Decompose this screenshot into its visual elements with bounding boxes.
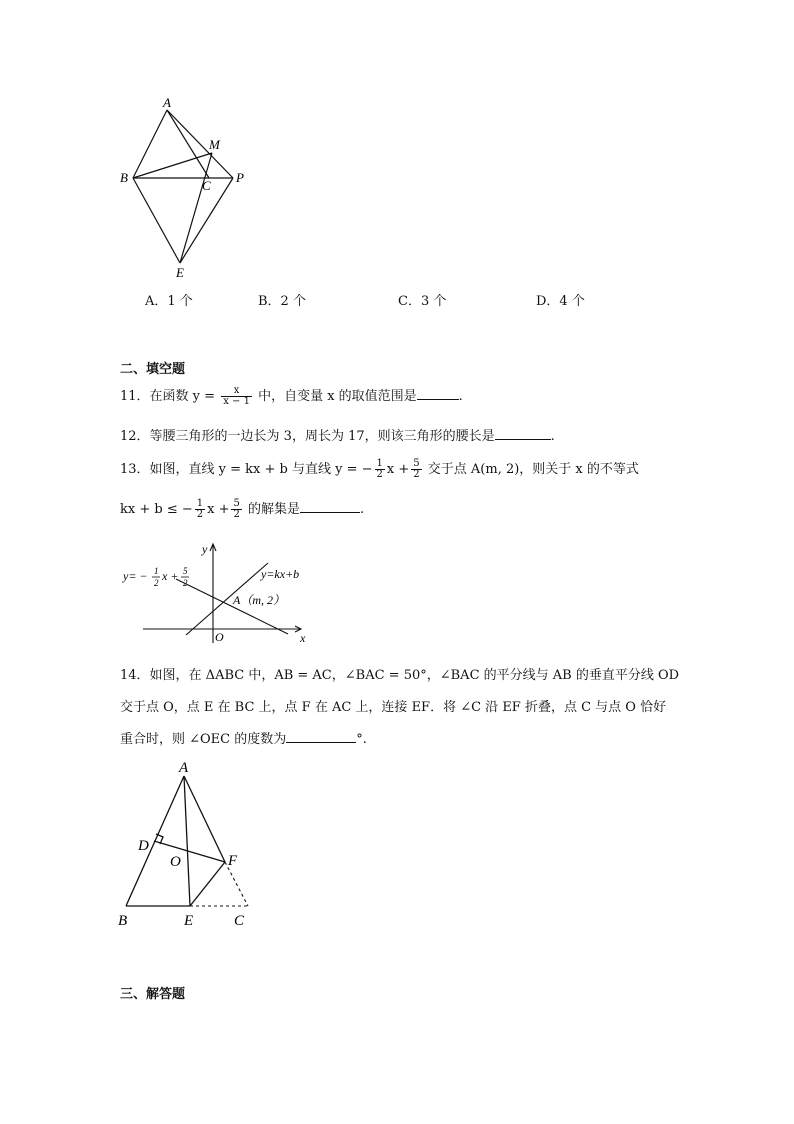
- question-11: [120, 385, 463, 407]
- q13-frac-1: [375, 459, 385, 480]
- fig14-label-D: D: [138, 838, 149, 854]
- q13-line1-a: 13．如图，直线 y = kx + b 与直线 y = −: [120, 462, 373, 477]
- q12-answer-blank[interactable]: [495, 427, 551, 440]
- q13-line1-b: x +: [386, 462, 410, 477]
- q14-answer-blank[interactable]: [286, 730, 356, 743]
- fig13-frac2-num: 5: [183, 566, 188, 576]
- q13-frac4-den: 2: [233, 509, 240, 520]
- q14-end: °.: [356, 732, 367, 747]
- q13-frac4-num: 5: [233, 498, 240, 509]
- q14-line3-text: 重合时，则 ∠OEC 的度数为: [120, 732, 287, 747]
- question-14-line3: [120, 728, 367, 747]
- option-c: C．3 个: [398, 294, 447, 309]
- fig13-frac1-den: 2: [154, 578, 159, 588]
- q13-frac2-num: 5: [413, 458, 420, 469]
- label-P: P: [236, 170, 244, 185]
- figure-q10: [110, 95, 260, 285]
- question-13-line2: [120, 498, 364, 520]
- q11-fraction: [221, 386, 252, 407]
- question-12: [120, 425, 555, 444]
- q13-frac3-den: 2: [196, 509, 204, 520]
- q13-frac-2: [411, 459, 421, 480]
- q11-numerator: x: [221, 386, 252, 397]
- q13-answer-blank[interactable]: [300, 500, 360, 513]
- q11-end: .: [458, 389, 463, 404]
- figure-q14: [112, 758, 262, 933]
- q13-frac-3: [195, 499, 205, 520]
- fig13-origin: O: [215, 630, 224, 644]
- q11-answer-blank[interactable]: [417, 387, 459, 400]
- label-C: C: [202, 178, 211, 193]
- fig13-x-axis: x: [300, 631, 306, 645]
- question-14-line2: 交于点 O，点 E 在 BC 上，点 F 在 AC 上，连接 EF．将 ∠C 沿 EF 折叠，点 C 与点 O 恰好: [120, 700, 667, 715]
- fig13-frac1-num: 1: [154, 566, 159, 576]
- q12-text: 12．等腰三角形的一边长为 3，周长为 17，则该三角形的腰长是: [120, 429, 495, 444]
- fig13-eq-left: y= −: [123, 569, 148, 583]
- fig13-point-A: A（m, 2）: [233, 593, 285, 607]
- q11-prefix: 11．在函数 y =: [120, 389, 220, 404]
- label-M: M: [209, 137, 220, 152]
- question-13-line1: [120, 458, 639, 480]
- fig13-frac2-den: 2: [183, 578, 188, 588]
- option-d: D．4 个: [536, 294, 585, 309]
- figure-q13: [118, 535, 318, 647]
- q13-end: .: [360, 502, 365, 517]
- q13-line2-a: kx + b ≤ −: [120, 502, 193, 517]
- label-A: A: [163, 95, 171, 110]
- q13-line2-b: x +: [207, 502, 230, 517]
- q13-frac3-num: 1: [196, 498, 204, 509]
- q13-line1-c: 交于点 A(m, 2)，则关于 x 的不等式: [423, 462, 639, 477]
- fig14-label-O: O: [170, 854, 181, 870]
- label-B: B: [120, 170, 128, 185]
- question-14-line1: 14．如图，在 ΔABC 中，AB = AC，∠BAC = 50°，∠BAC 的平分线与 AB 的垂直平分线 OD: [120, 668, 680, 683]
- option-b: B．2 个: [258, 294, 306, 309]
- fig13-y-axis: y: [202, 542, 208, 556]
- fig14-label-B: B: [118, 913, 128, 929]
- fig13-eq-right: y=kx+b: [261, 567, 300, 581]
- q13-frac-4: [231, 499, 241, 520]
- label-E: E: [176, 265, 184, 280]
- q13-frac2-den: 2: [413, 469, 420, 480]
- q13-line2-c: 的解集是: [243, 502, 300, 517]
- q12-end: .: [550, 429, 555, 444]
- section-2-title: 二、填空题: [120, 362, 186, 377]
- q13-frac1-den: 2: [376, 469, 383, 480]
- fig14-label-C: C: [234, 913, 245, 929]
- option-a: A．1 个: [145, 294, 193, 309]
- q11-suffix: 中，自变量 x 的取值范围是: [253, 389, 417, 404]
- fig13-eq-left-x: x +: [162, 569, 179, 583]
- fig14-label-E: E: [184, 913, 194, 929]
- fig14-label-F: F: [228, 853, 238, 869]
- q11-denominator: x − 1: [223, 396, 250, 407]
- fig14-label-A: A: [179, 760, 189, 776]
- section-3-title: 三、解答题: [120, 987, 186, 1002]
- q13-frac1-num: 1: [376, 458, 383, 469]
